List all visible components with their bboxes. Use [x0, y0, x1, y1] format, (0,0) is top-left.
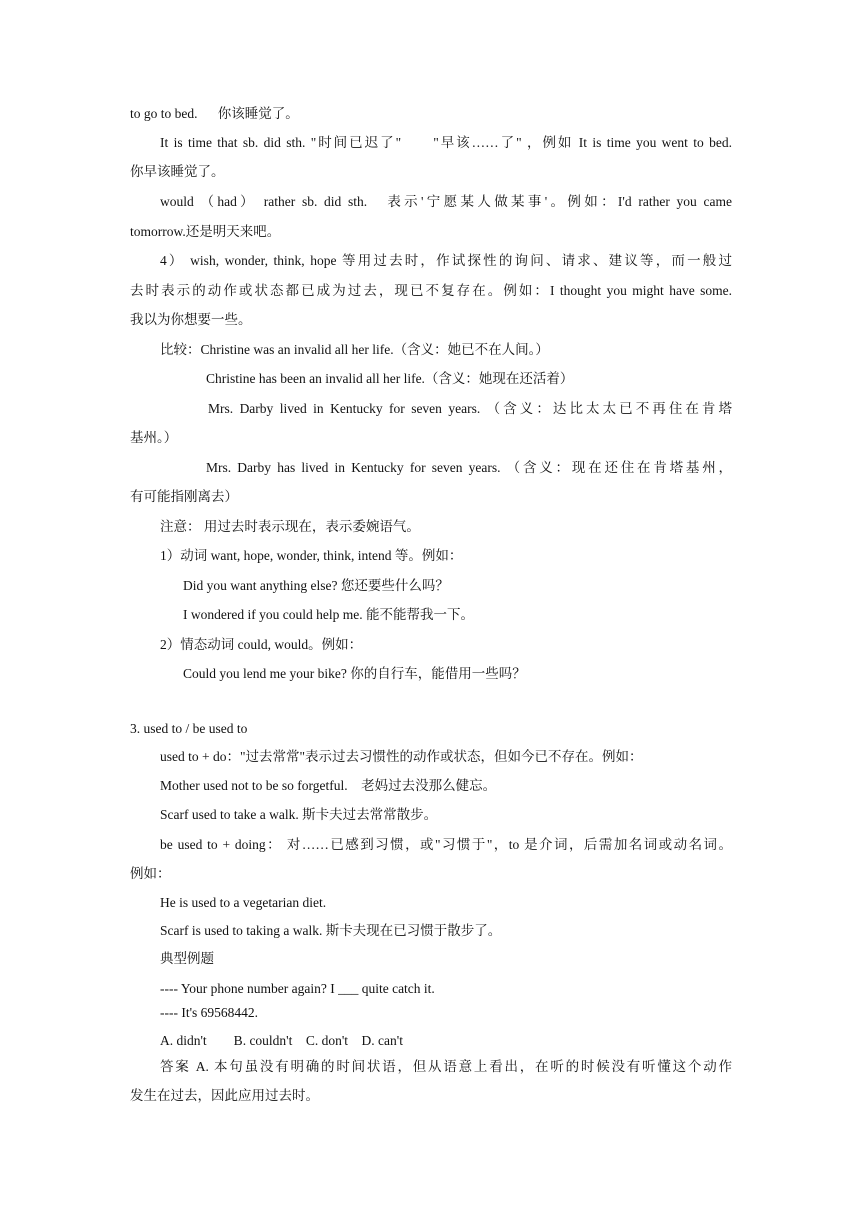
text-line: I wondered if you could help me. 能不能帮我一下。: [183, 607, 474, 622]
text-line: ---- Your phone number again? I ___ quite catch it.: [160, 981, 435, 996]
text-line: He is used to a vegetarian diet.: [160, 895, 327, 910]
text-line: 2）情态动词 could, would。例如：: [160, 637, 363, 652]
text-line: would （had） rather sb. did sth. 表示'宁愿某人做某事'。例如：I'd rather you came: [160, 194, 732, 209]
text-line: 你早该睡觉了。: [130, 164, 225, 179]
text-line: Scarf used to take a walk. 斯卡夫过去常常散步。: [160, 807, 438, 822]
text-line: Could you lend me your bike? 你的自行车，能借用一些吗？: [183, 666, 526, 681]
text-line: It is time that sb. did sth. "时间已迟了" "早该……了" ，例如 It is time you went to bed.: [160, 135, 732, 150]
text-line: 例如：: [130, 866, 171, 881]
text-line: 我以为你想要一些。: [130, 312, 252, 327]
text-line: 比较：Christine was an invalid all her life.（含义：她已不在人间。）: [160, 342, 549, 357]
text-line: 典型例题: [160, 951, 214, 966]
text-line: Mrs. Darby has lived in Kentucky for seven years. （含义：现在还住在肯塔基州，: [206, 460, 732, 475]
text-line: tomorrow.还是明天来吧。: [130, 224, 281, 239]
text-line: Christine has been an invalid all her life.（含义：她现在还活着）: [206, 371, 574, 386]
text-line: A. didn't B. couldn't C. don't D. can't: [160, 1033, 403, 1048]
text-line: 有可能指刚离去）: [130, 489, 238, 504]
text-line: 去时表示的动作或状态都已成为过去，现已不复存在。例如：I thought you might have some.: [130, 283, 732, 298]
section-heading: 3. used to / be used to: [130, 721, 248, 736]
text-line: ---- It's 69568442.: [160, 1005, 259, 1020]
text-line: 1）动词 want, hope, wonder, think, intend 等。例如：: [160, 548, 463, 563]
text-line: 发生在过去，因此应用过去时。: [130, 1088, 319, 1103]
text-line: to go to bed. 你该睡觉了。: [130, 106, 299, 121]
text-line: Mother used not to be so forgetful. 老妈过去没那么健忘。: [160, 778, 497, 793]
text-line: 答案 A. 本句虽没有明确的时间状语，但从语意上看出，在听的时候没有听懂这个动作: [160, 1059, 732, 1074]
text-line: 基州。）: [130, 430, 178, 445]
text-line: Scarf is used to taking a walk. 斯卡夫现在已习惯于散步了。: [160, 923, 502, 938]
text-line: used to + do："过去常常"表示过去习惯性的动作或状态，但如今已不存在。例如：: [160, 749, 643, 764]
text-line: 注意： 用过去时表示现在，表示委婉语气。: [160, 519, 420, 534]
text-line: 4） wish, wonder, think, hope 等用过去时，作试探性的询问、请求、建议等，而一般过: [160, 253, 732, 268]
text-line: Did you want anything else? 您还要些什么吗？: [183, 578, 449, 593]
text-line: Mrs. Darby lived in Kentucky for seven years. （含义：达比太太已不再住在肯塔: [208, 401, 732, 416]
text-line: be used to + doing： 对……已感到习惯，或"习惯于"，to 是介词，后需加名词或动名词。: [160, 837, 732, 852]
